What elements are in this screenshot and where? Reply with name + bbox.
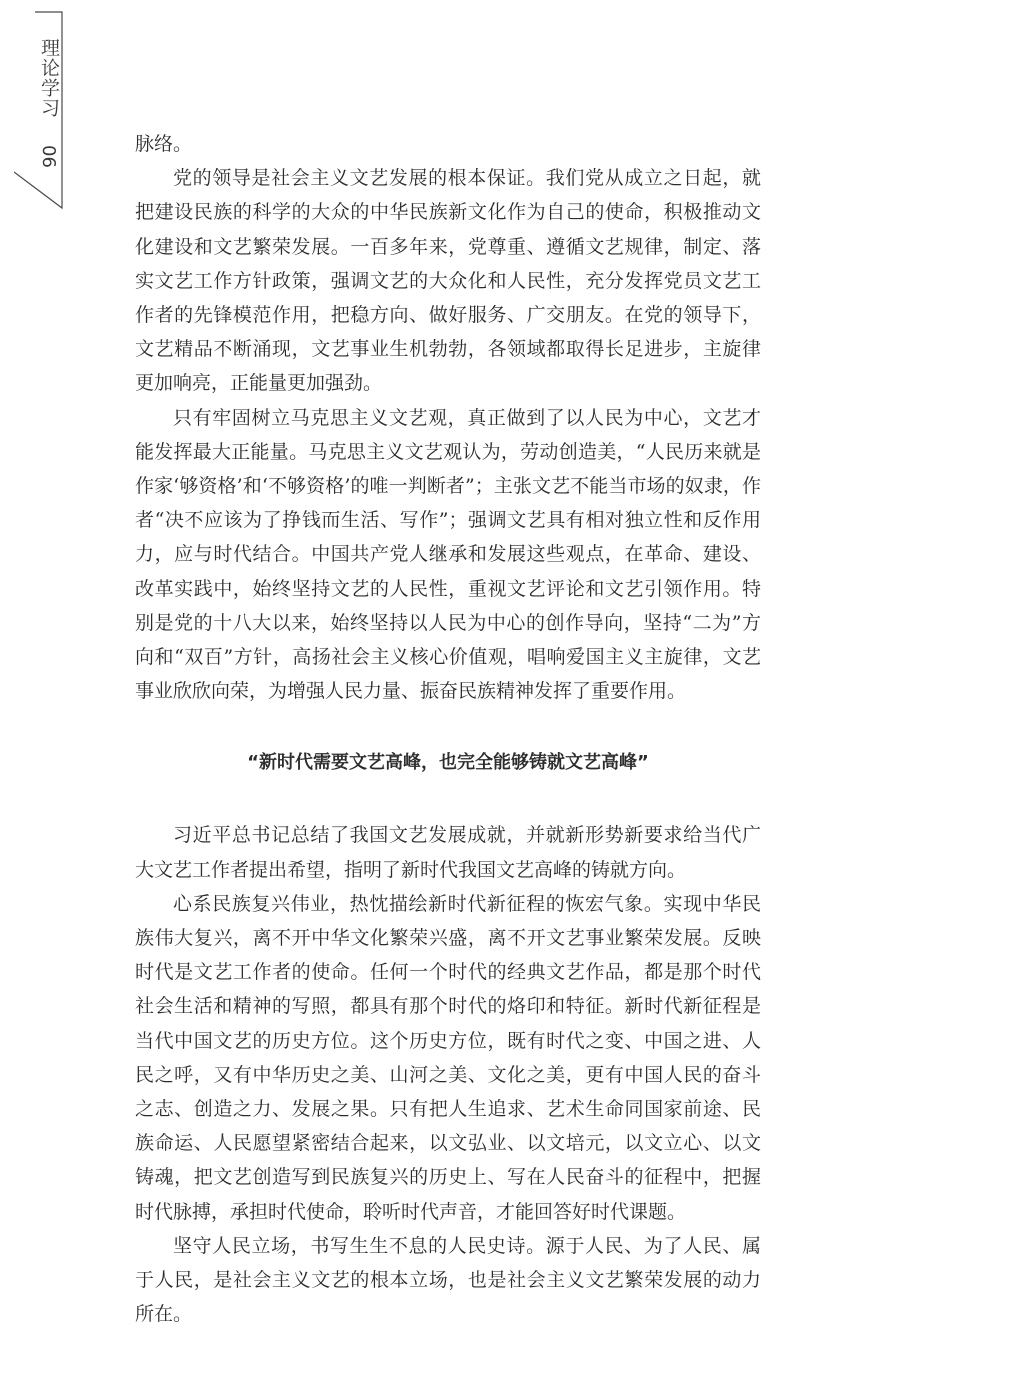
paragraph: 坚守人民立场，书写生生不息的人民史诗。源于人民、为了人民、属于人民，是社会主义文艺的根本立场，也是社会主义文艺繁荣发展的动力所在。	[135, 1234, 761, 1326]
paragraph: 党的领导是社会主义文艺发展的根本保证。我们党从成立之日起，就把建设民族的科学的大众的中华民族新文化作为自己的使命，积极推动文化建设和文艺繁荣发展。一百多年来，党尊重、遵循文艺规律，制定、落实文艺工作方针政策，强调文艺的大众化和人民性，充分发挥党员文艺工作者的先锋模范作用，把稳方向、做好服务、广交朋友。在党的领导下，文艺精品不断涌现，文艺事业生机勃勃，各领域都取得长足进步，主旋律更加响亮，正能量更加强劲。	[135, 167, 761, 395]
paragraph: 脉络。	[135, 133, 193, 155]
page-number: 06	[38, 144, 59, 168]
paragraph: 只有牢固树立马克思主义文艺观，真正做到了以人民为中心，文艺才能发挥最大正能量。马克思主义文艺观认为，劳动创造美，“人民历来就是作家‘够资格’和‘不够资格’的唯一判断者”；主张文艺不能当市场的奴隶，作者“决不应该为了挣钱而生活、写作”；强调文艺具有相对独立性和反作用力，应与时代结合。中国共产党人继承和发展这些观点，在革命、建设、改革实践中，始终坚持文艺的人民性，重视文艺评论和文艺引领作用。特别是党的十八大以来，始终坚持以人民为中心的创作导向，坚持“二为”方向和“双百”方针，高扬社会主义核心价值观，唱响爱国主义主旋律，文艺事业欣欣向荣，为增强人民力量、振奋民族精神发挥了重要作用。	[135, 406, 761, 703]
section-tab-label: 理论学习	[38, 38, 60, 118]
section-tab	[14, 10, 64, 210]
section-heading: “新时代需要文艺高峰，也完全能够铸就文艺高峰”	[247, 752, 649, 774]
paragraph: 习近平总书记总结了我国文艺发展成就，并就新形势新要求给当代广大文艺工作者提出希望，指明了新时代我国文艺高峰的铸就方向。	[135, 824, 761, 881]
article-body	[135, 127, 761, 1332]
paragraph: 心系民族复兴伟业，热忱描绘新时代新征程的恢宏气象。实现中华民族伟大复兴，离不开中华文化繁荣兴盛，离不开文艺事业繁荣发展。反映时代是文艺工作者的使命。任何一个时代的经典文艺作品，都是那个时代社会生活和精神的写照，都具有那个时代的烙印和特征。新时代新征程是当代中国文艺的历史方位。这个历史方位，既有时代之变、中国之进、人民之呼，又有中华历史之美、山河之美、文化之美，更有中国人民的奋斗之志、创造之力、发展之果。只有把人生追求、艺术生命同国家前途、民族命运、人民愿望紧密结合起来，以文弘业、以文培元，以文立心、以文铸魂，把文艺创造写到民族复兴的历史上、写在人民奋斗的征程中，把握时代脉搏，承担时代使命，聆听时代声音，才能回答好时代课题。	[135, 892, 761, 1223]
